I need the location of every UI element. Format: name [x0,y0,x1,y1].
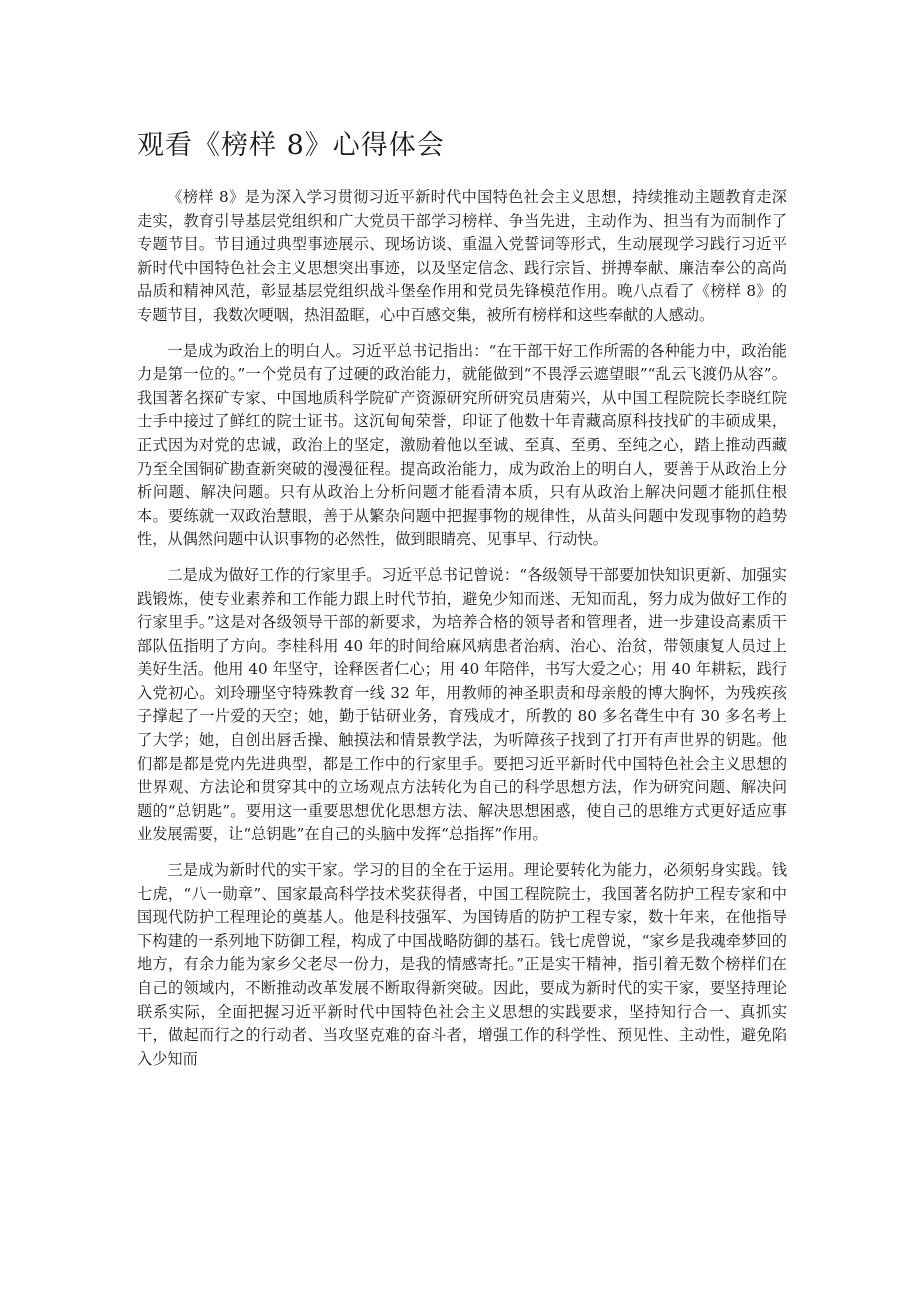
paragraph-political-clarity: 一是成为政治上的明白人。习近平总书记指出：“在干部干好工作所需的各种能力中，政治能力是第一位的。”一个党员有了过硬的政治能力，就能做到“不畏浮云遮望眼”“乱云飞渡仍从容”。我国著名探矿专家、中国地质科学院矿产资源研究所研究员唐菊兴，从中国工程院院长李晓红院士手中接过了鲜红的院士证书。这沉甸甸荣誉，印证了他数十年青藏高原科技找矿的丰硕成果，正式因为对党的忠诚，政治上的坚定，激励着他以至诚、至真、至勇、至纯之心，踏上推动西藏乃至全国铜矿勘查新突破的漫漫征程。提高政治能力，成为政治上的明白人，要善于从政治上分析问题、解决问题。只有从政治上分析问题才能看清本质，只有从政治上解决问题才能抓住根本。要练就一双政治慧眼，善于从繁杂问题中把握事物的规律性，从苗头问题中发现事物的趋势性，从偶然问题中认识事物的必然性，做到眼睛亮、见事早、行动快。 [137,341,787,549]
document-page [137,126,787,1083]
document-title: 观看《榜样 8》心得体会 [137,130,445,161]
paragraph-practical-doer: 三是成为新时代的实干家。学习的目的全在于运用。理论要转化为能力，必须躬身实践。钱七虎，“八一勋章”、国家最高科学技术奖获得者，中国工程院院士，我国著名防护工程专家和中国现代防护工程理论的奠基人。他是科技强军、为国铸盾的防护工程专家，数十年来，在他指导下构建的一系列地下防御工程，构成了中国战略防御的基石。钱七虎曾说，“家乡是我魂牵梦回的地方，有余力能为家乡父老尽一份力，是我的情感寄托。”正是实干精神，指引着无数个榜样们在自己的领域内，不断推动改革发展不断取得新突破。因此，要成为新时代的实干家，要坚持理论联系实际，全面把握习近平新时代中国特色社会主义思想的实践要求，坚持知行合一、真抓实干，做起而行之的行动者、当攻坚克难的奋斗者，增强工作的科学性、预见性、主动性，避免陷入少知而 [137,861,787,1068]
paragraph-work-expert: 二是成为做好工作的行家里手。习近平总书记曾说：“各级领导干部要加快知识更新、加强实践锻炼，使专业素养和工作能力跟上时代节拍，避免少知而迷、无知而乱，努力成为做好工作的行家里手。”这是对各级领导干部的新要求，为培养合格的领导者和管理者，进一步建设高素质干部队伍指明了方向。李桂科用 40 年的时间给麻风病患者治病、治心、治贫，带领康复人员过上美好生活。他用 40 年坚守，诠释医者仁心；用 40 年陪伴，书写大爱之心；用 40 年耕耘，践行入党初心。刘玲珊坚守特殊教育一线 32 年，用教师的神圣职责和母亲般的博大胸怀，为残疾孩子撑起了一片爱的天空；她，勤于钻研业务，育残成才，所教的 80 多名聋生中有 30 多名考上了大学；她，自创出唇舌操、触摸法和情景教学法，为听障孩子找到了打开有声世界的钥匙。他们都是都是党内先进典型，都是工作中的行家里手。要把习近平新时代中国特色社会主义思想的世界观、方法论和贯穿其中的立场观点方法转化为自己的科学思想方法，作为研究问题、解决问题的“总钥匙”。要用这一重要思想优化思想方法、解决思想困惑，使自己的思维方式更好适应事业发展需要，让“总钥匙”在自己的头脑中发挥“总指挥”作用。 [137,565,787,844]
paragraph-intro: 《榜样 8》是为深入学习贯彻习近平新时代中国特色社会主义思想，持续推动主题教育走深走实，教育引导基层党组织和广大党员干部学习榜样、争当先进，主动作为、担当有为而制作了专题节目。节目通过典型事迹展示、现场访谈、重温入党誓词等形式，生动展现学习践行习近平新时代中国特色社会主义思想突出事迹，以及坚定信念、践行宗旨、拼搏奉献、廉洁奉公的高尚品质和精神风范，彰显基层党组织战斗堡垒作用和党员先锋模范作用。晚八点看了《榜样 8》的专题节目，我数次哽咽，热泪盈眶，心中百感交集，被所有榜样和这些奉献的人感动。 [137,188,787,324]
